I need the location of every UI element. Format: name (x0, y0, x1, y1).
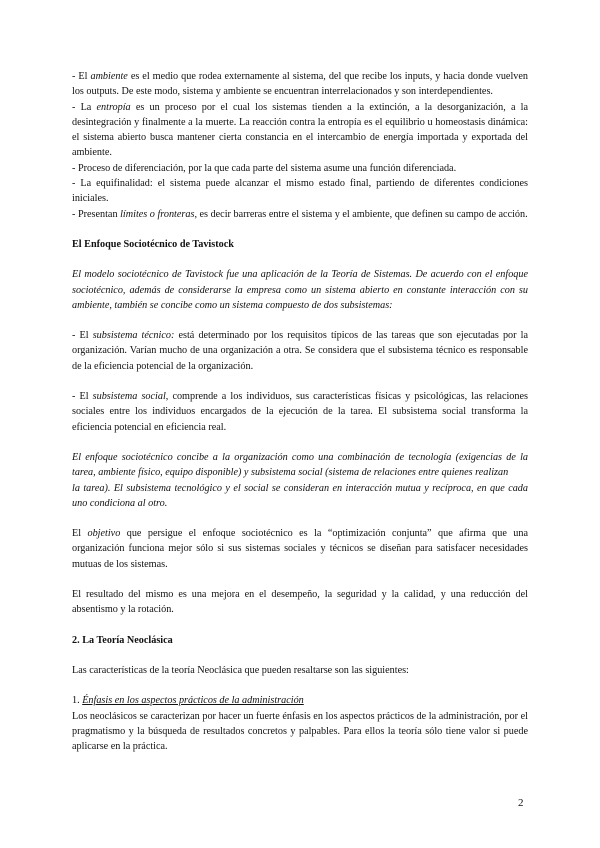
page-number: 2 (518, 797, 524, 809)
resultado-paragraph: El resultado del mismo es una mejora en el desempeño, la seguridad y la calidad, y una reducción del absentismo y la rotación. (72, 589, 528, 616)
section-heading-tavistock: El Enfoque Sociotécnico de Tavistock (72, 238, 234, 250)
neoclasica-intro: Las características de la teoría Neoclásica que pueden resaltarse son las siguientes: (72, 664, 409, 676)
bullet-diferenciacion: - Proceso de diferenciación, por la que cada parte del sistema asume una función diferenciada. (72, 162, 457, 174)
objetivo-paragraph: El objetivo que persigue el enfoque sociotécnico es la “optimización conjunta” que afirma que una organización funciona mejor sólo si sus sistemas sociales y técnicos se diseñan para satisfacer necesidades mutuas de los sistemas. (72, 528, 528, 570)
bullet-ambiente: - El ambiente es el medio que rodea externamente al sistema, del que recibe los inputs, y hacia donde vuelven los outputs. De este modo, sistema y ambiente se encuentran interrelacionados y son interdependientes. (72, 71, 528, 98)
bullet-entropia: - La entropía es un proceso por el cual los sistemas tienden a la extinción, a la desorganización, a la desintegración y finalmente a la muerte. La reacción contra la entropía es el equilibrio u homeostasis dinámica: el sistema abierto busca mantener cierta constancia en el intercambio de energía importada y exportada del ambiente. (72, 101, 528, 159)
item-1-title: 1. Énfasis en los aspectos prácticos de la administración (72, 695, 304, 707)
subsistema-tecnico-paragraph: - El subsistema técnico: está determinado por los requisitos típicos de las tareas que son ejecutadas por la organización. Varían mucho de una organización a otra. Se considera que el subsistema técnico es responsable de la eficiencia potencial de la organización. (72, 330, 529, 372)
bullet-equifinalidad: - La equifinalidad: el sistema puede alcanzar el mismo estado final, partiendo de diferentes condiciones iniciales. (72, 178, 528, 205)
bullet-limites: - Presentan límites o fronteras, es decir barreras entre el sistema y el ambiente, que definen su campo de acción. (72, 208, 528, 220)
concepcion-paragraph-1: El enfoque sociotécnico concibe a la organización como una combinación de tecnología (exigencias de la tarea, ambiente físico, equipo disponible) y subsistema social (sistema de relaciones entre quienes realizan (72, 451, 528, 479)
tavistock-intro: El modelo sociotécnico de Tavistock fue una aplicación de la Teoría de Sistemas. De acuerdo con el enfoque sociotécnico, además de considerarse la empresa como un sistema abierto en constante interacción con su ambiente, también se concibe como un sistema compuesto de dos subsistemas: (72, 269, 528, 311)
subsistema-social-paragraph: - El subsistema social, comprende a los individuos, sus características físicas y psicológicas, las relaciones sociales entre los individuos encargados de la ejecución de la tarea. El subsistema social transforma la eficiencia potencial en eficiencia real. (72, 391, 528, 433)
section-heading-neoclasica: 2. La Teoría Neoclásica (72, 634, 173, 646)
page-content (72, 69, 528, 754)
concepcion-paragraph-2: la tarea). El subsistema tecnológico y el social se consideran en interacción mutua y recíproca, en que cada uno condiciona al otro. (72, 482, 528, 509)
item-1-body: Los neoclásicos se caracterizan por hacer un fuerte énfasis en los aspectos prácticos de la administración, por el pragmatismo y la búsqueda de resultados concretos y palpables. Para ellos la teoría sólo tiene valor si puede aplicarse en la práctica. (72, 710, 528, 753)
